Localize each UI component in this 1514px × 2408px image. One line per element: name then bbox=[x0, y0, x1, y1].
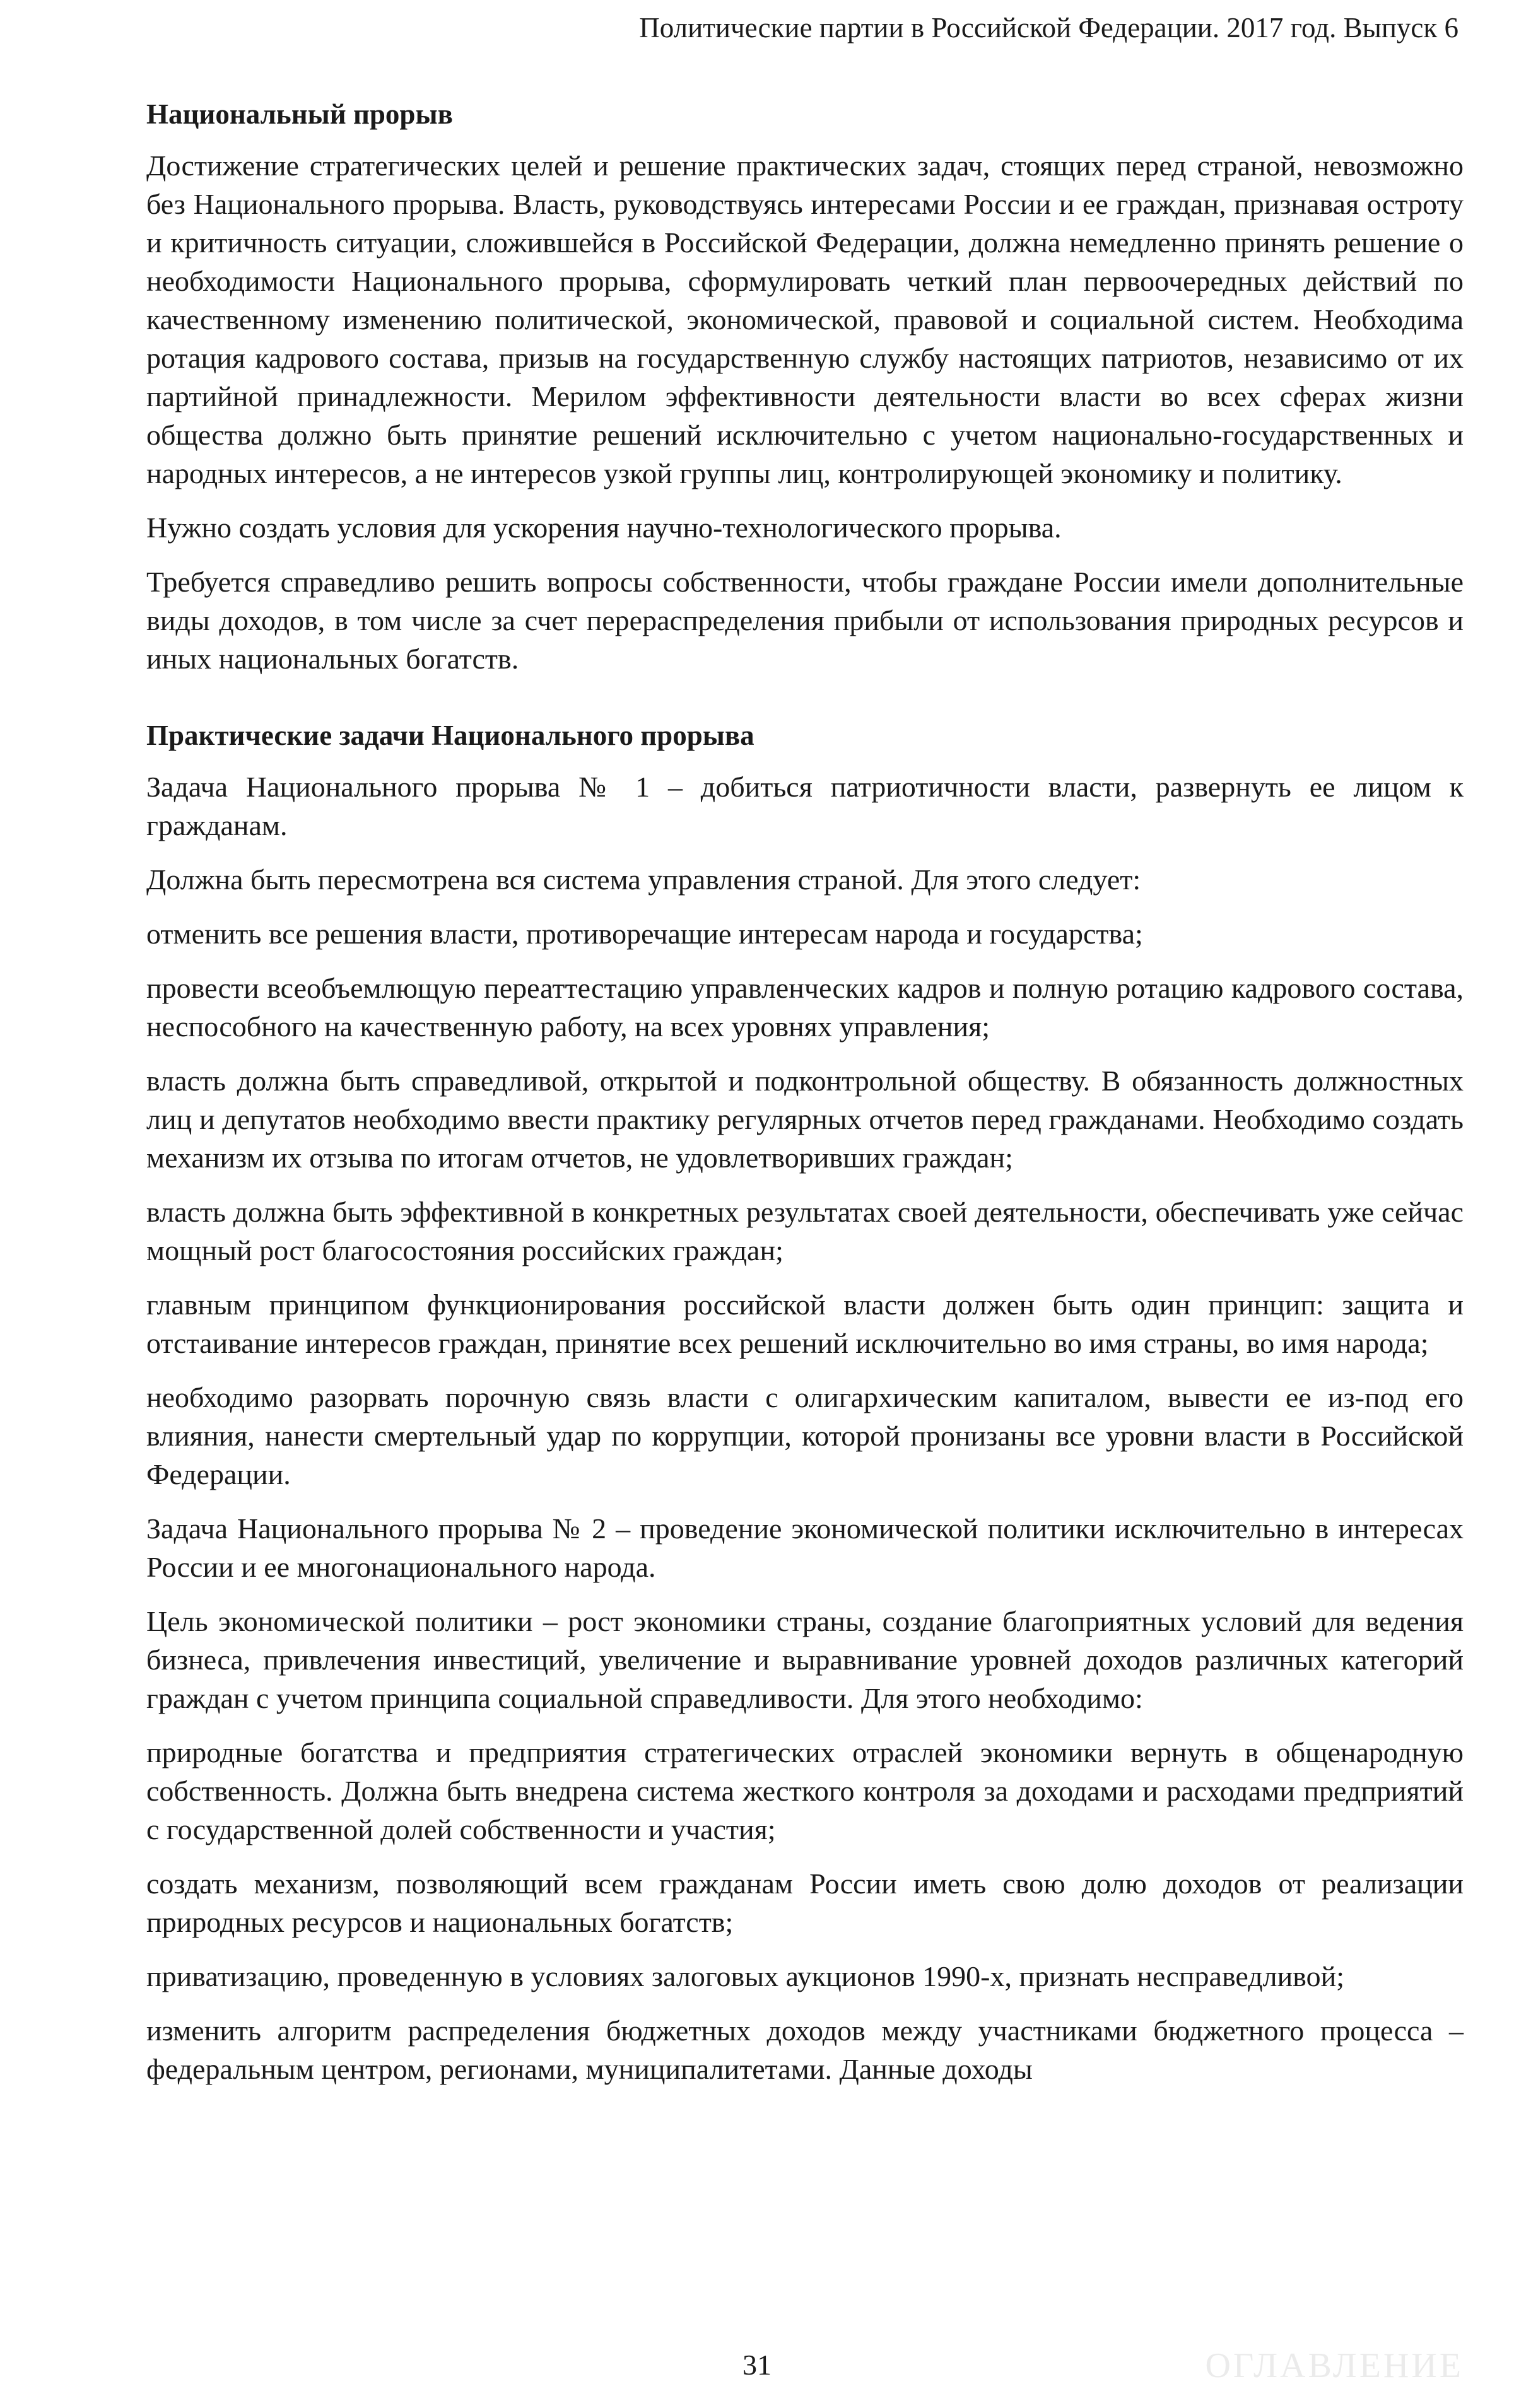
section-heading-national-breakthrough: Национальный прорыв bbox=[146, 98, 453, 130]
paragraph: власть должна быть эффективной в конкретных результатах своей деятельности, обеспечивать уже сейчас мощный рост благосостояния российских граждан; bbox=[146, 1196, 1464, 1266]
running-header: Политические партии в Российской Федерации. 2017 год. Выпуск 6 bbox=[639, 12, 1458, 44]
paragraph: приватизацию, проведенную в условиях залоговых аукционов 1990-х, признать несправедливой; bbox=[146, 1960, 1344, 1992]
paragraph: Задача Национального прорыва № 2 – проведение экономической политики исключительно в интересах России и ее многонационального народа. bbox=[146, 1512, 1464, 1583]
paragraph: Нужно создать условия для ускорения научно-технологического прорыва. bbox=[146, 511, 1062, 544]
paragraph: природные богатства и предприятия стратегических отраслей экономики вернуть в общенародную собственность. Должна быть внедрена система жесткого контроля за доходами и расходами предприятий с государственной долей собственности и участия; bbox=[146, 1736, 1464, 1845]
paragraph: власть должна быть справедливой, открытой и подконтрольной обществу. В обязанность должностных лиц и депутатов необходимо ввести практику регулярных отчетов перед гражданами. Необходимо создать механизм их отзыва по итогам отчетов, не удовлетворивших граждан; bbox=[146, 1065, 1464, 1174]
paragraph: отменить все решения власти, противоречащие интересам народа и государства; bbox=[146, 918, 1143, 950]
page-body bbox=[146, 95, 1464, 2104]
paragraph: Достижение стратегических целей и решение практических задач, стоящих перед страной, невозможно без Национального прорыва. Власть, руководствуясь интересами России и ее граждан, признавая остроту и критичность ситуации, сложившейся в Российской Федерации, должна немедленно принять решение о необходимости Национального прорыва, сформулировать четкий план первоочередных действий по качественному изменению политической, экономической, правовой и социальной систем. Необходима ротация кадрового состава, призыв на государственную службу настоящих патриотов, независимо от их партийной принадлежности. Мерилом эффективности деятельности власти во всех сферах жизни общества должно быть принятие решений исключительно с учетом национально-государственных и народных интересов, а не интересов узкой группы лиц, контролирующей экономику и политику. bbox=[146, 149, 1464, 489]
paragraph: Цель экономической политики – рост экономики страны, создание благоприятных условий для ведения бизнеса, привлечения инвестиций, увеличение и выравнивание уровней доходов различных категорий граждан с учетом принципа социальной справедливости. Для этого необходимо: bbox=[146, 1605, 1464, 1714]
table-of-contents-link[interactable]: ОГЛАВЛЕНИЕ bbox=[1205, 2346, 1464, 2385]
paragraph: изменить алгоритм распределения бюджетных доходов между участниками бюджетного процесса – федеральным центром, регионами, муниципалитетами. Данные доходы bbox=[146, 2014, 1464, 2085]
paragraph: провести всеобъемлющую переаттестацию управленческих кадров и полную ротацию кадрового состава, неспособного на качественную работу, на всех уровнях управления; bbox=[146, 972, 1464, 1043]
paragraph: Требуется справедливо решить вопросы собственности, чтобы граждане России имели дополнительные виды доходов, в том числе за счет перераспределения прибыли от использования природных ресурсов и иных национальных богатств. bbox=[146, 566, 1464, 675]
section-heading-practical-tasks: Практические задачи Национального прорыва bbox=[146, 720, 754, 751]
paragraph: главным принципом функционирования российской власти должен быть один принцип: защита и отстаивание интересов граждан, принятие всех решений исключительно во имя страны, во имя народа; bbox=[146, 1289, 1464, 1359]
paragraph: Должна быть пересмотрена вся система управления страной. Для этого следует: bbox=[146, 863, 1141, 896]
paragraph: создать механизм, позволяющий всем гражданам России иметь свою долю доходов от реализации природных ресурсов и национальных богатств; bbox=[146, 1867, 1464, 1938]
page-number: 31 bbox=[742, 2349, 772, 2381]
paragraph: Задача Национального прорыва № 1 – добиться патриотичности власти, развернуть ее лицом к гражданам. bbox=[146, 771, 1464, 841]
paragraph: необходимо разорвать порочную связь власти с олигархическим капиталом, вывести ее из-под его влияния, нанести смертельный удар по коррупции, которой пронизаны все уровни власти в Российской Федерации. bbox=[146, 1381, 1464, 1490]
